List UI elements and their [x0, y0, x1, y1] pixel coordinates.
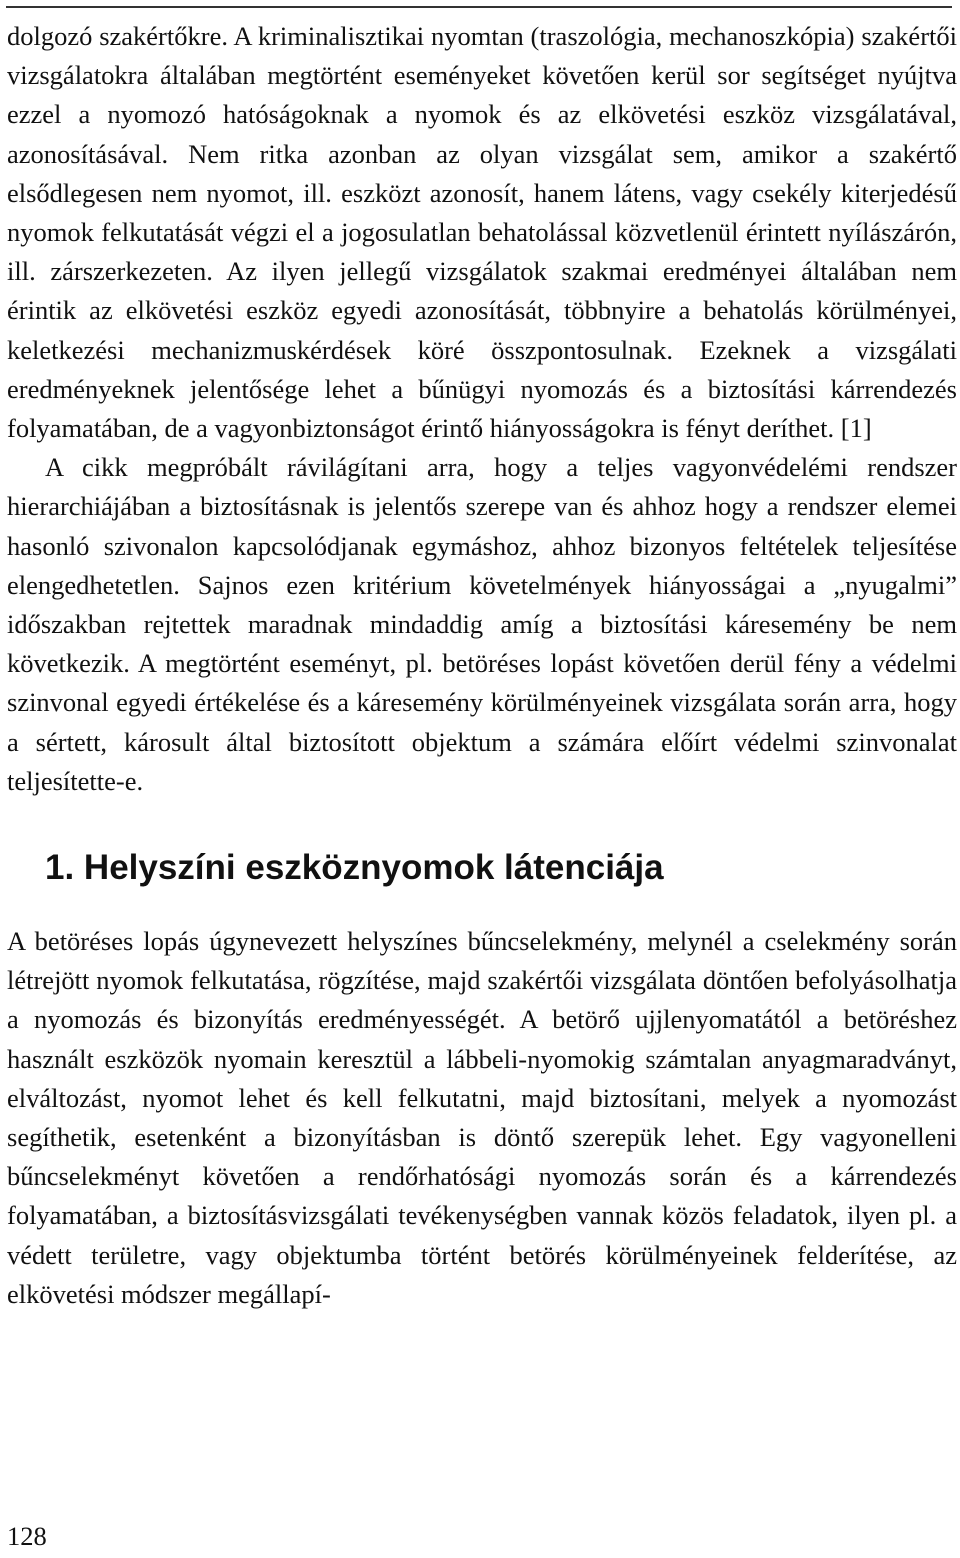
- page-body: [7, 17, 957, 1314]
- page-number: 128: [7, 1521, 47, 1551]
- paragraph-intro: dolgozó szakértőkre. A kriminalisztikai nyomtan (traszológia, mechanoszkópia) szakértői vizsgálatokra általában megtörtént eseményeket követően kerül sor segítséget nyújtva ezzel a nyomozó hatóságoknak a nyomok és az elkövetési eszköz vizsgálatával, azonosításával. Nem ritka azonban az olyan vizsgálat sem, amikor a szakértő elsődlegesen nem nyomot, ill. eszközt azonosít, hanem látens, vagy csekély kiterjedésű nyomok felkutatását végzi el a jogosulatlan behatolással közvetlenül érintett nyílászárón, ill. zárszerkezeten. Az ilyen jellegű vizsgálatok szakmai eredményei általában nem érintik az elkövetési eszköz egyedi azonosítását, többnyire a behatolás körülményei, keletkezési mechanizmuskérdések köré összpontosulnak. Ezeknek a vizsgálati eredményeknek jelentősége lehet a bűnügyi nyomozás és a biztosítási kárrendezés folyamatában, de a vagyonbiztonságot érintő hiányosságokra is fényt deríthet. [1]: [7, 21, 957, 444]
- header-rule: [6, 6, 952, 8]
- paragraph-section-body: A betöréses lopás úgynevezett helyszínes bűncselekmény, melynél a cselekmény során létrejött nyomok felkutatása, rögzítése, majd szakértői vizsgálata döntően befolyásolhatja a nyomozás és bizonyítás eredményességét. A betörő ujjlenyomatától a betöréshez használt eszközök nyomain keresztül a lábbeli-nyomokig számtalan anyagmaradványt, elváltozást, nyomot lehet és kell felkutatni, majd biztosítani, melyek a nyomozást segíthetik, esetenként a bizonyításban is döntő szerepük lehet. Egy vagyonelleni bűncselekményt követően a rendőrhatósági nyomozás során és a kárrendezés folyamatában, a biztosításvizsgálati tevékenységben vannak közös feladatok, ilyen pl. a védett területre, vagy objektumba történt betörés körülményeinek felderítése, az elkövetési módszer megállapí-: [7, 926, 957, 1309]
- section-heading: 1. Helyszíni eszköznyomok látenciája: [45, 848, 664, 888]
- paragraph-article-summary: A cikk megpróbált rávilágítani arra, hogy a teljes vagyonvédelémi rendszer hierarchiájában a biztosításnak is jelentős szerepe van és ahhoz hogy a rendszer elemei hasonló szivonalon kapcsolódjanak egymáshoz, ahhoz bizonyos feltételek teljesítése elengedhetetlen. Sajnos ezen kritérium követelmények hiányosságai a „nyugalmi” időszakban rejtettek maradnak mindaddig amíg a biztosítási káresemény be nem következik. A megtörtént eseményt, pl. betöréses lopást követően derül fény a védelmi szinvonal egyedi értékelése és a káresemény körülményeinek vizsgálata során arra, hogy a sértett, károsult által biztosított objektum a számára előírt védelmi szinvonalat teljesítette-e.: [7, 452, 957, 796]
